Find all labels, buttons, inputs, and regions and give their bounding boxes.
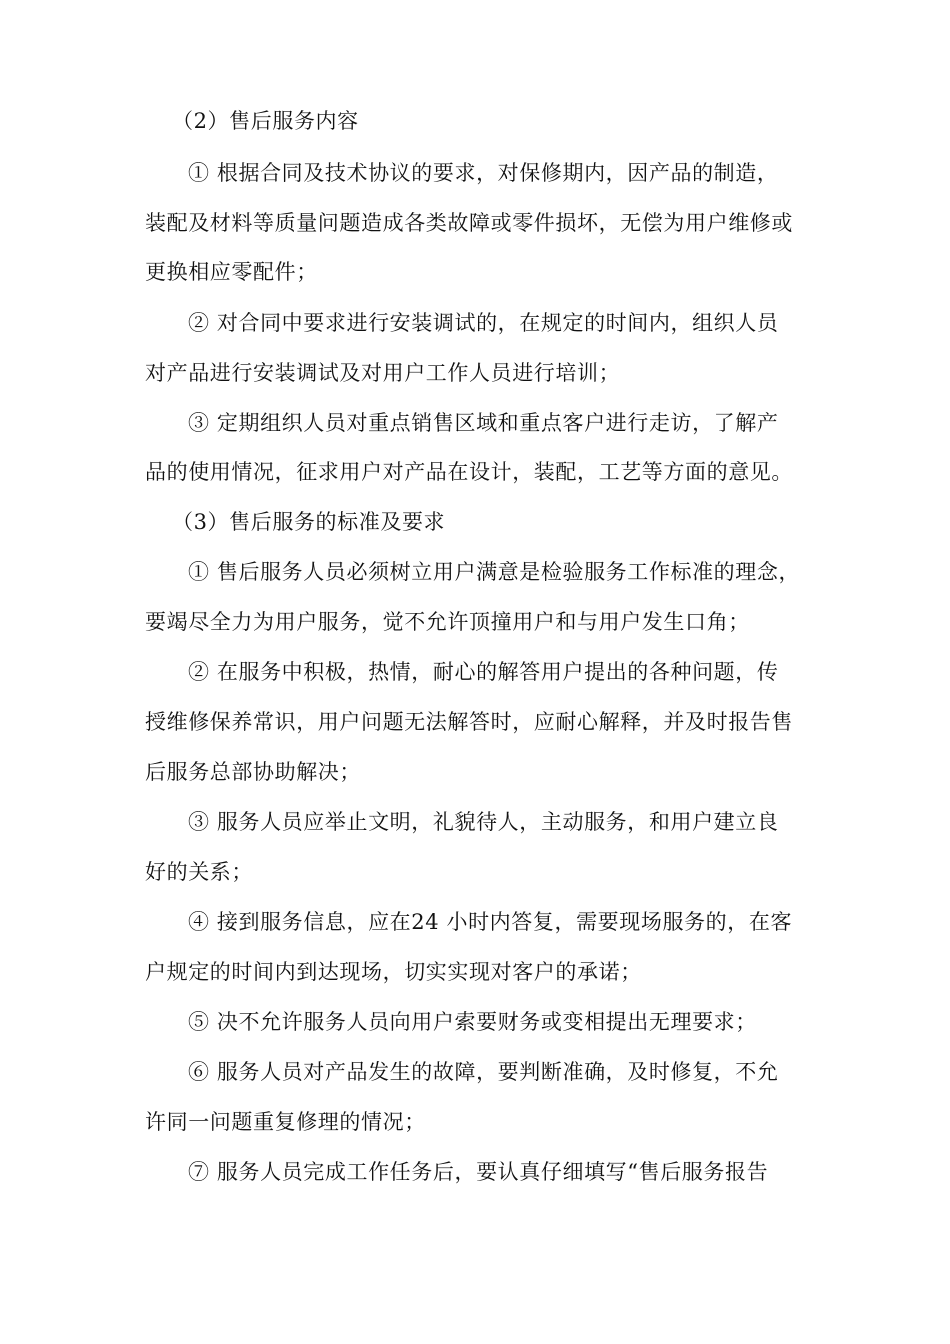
section-heading-3: （3）售后服务的标准及要求	[172, 510, 446, 534]
paragraph-line: 更换相应零配件；	[145, 260, 318, 284]
paragraph-line: ③ 服务人员应举止文明，礼貌待人，主动服务，和用户建立良	[188, 810, 779, 834]
paragraph-line: 装配及材料等质量问题造成各类故障或零件损坏，无偿为用户维修或	[145, 211, 793, 235]
paragraph-line: 对产品进行安装调试及对用户工作人员进行培训；	[145, 361, 621, 385]
paragraph-line: 后服务总部协助解决；	[145, 760, 361, 784]
paragraph-line: 授维修保养常识，用户问题无法解答时，应耐心解释，并及时报告售	[145, 710, 793, 734]
paragraph-line: 品的使用情况，征求用户对产品在设计，装配，工艺等方面的意见。	[145, 460, 793, 484]
paragraph-line: ⑤ 决不允许服务人员向用户索要财务或变相提出无理要求；	[188, 1010, 757, 1034]
paragraph-line: ① 售后服务人员必须树立用户满意是检验服务工作标准的理念，	[188, 560, 801, 584]
paragraph-line: ⑦ 服务人员完成工作任务后，要认真仔细填写“售后服务报告	[188, 1160, 769, 1184]
paragraph-line: ⑥ 服务人员对产品发生的故障，要判断准确，及时修复，不允	[188, 1060, 779, 1084]
paragraph-line: 要竭尽全力为用户服务，觉不允许顶撞用户和与用户发生口角；	[145, 610, 750, 634]
section-heading-2: （2）售后服务内容	[172, 109, 359, 133]
paragraph-line: ② 对合同中要求进行安装调试的，在规定的时间内，组织人员	[188, 311, 779, 335]
paragraph-line: ③ 定期组织人员对重点销售区域和重点客户进行走访，了解产	[188, 411, 779, 435]
paragraph-line: 户规定的时间内到达现场，切实实现对客户的承诺；	[145, 960, 642, 984]
paragraph-line: ② 在服务中积极，热情，耐心的解答用户提出的各种问题，传	[188, 660, 779, 684]
paragraph-line: 许同一问题重复修理的情况；	[145, 1110, 426, 1134]
paragraph-line: 好的关系；	[145, 860, 253, 884]
paragraph-line: ④ 接到服务信息，应在24 小时内答复，需要现场服务的，在客	[188, 910, 793, 934]
paragraph-line: ① 根据合同及技术协议的要求，对保修期内，因产品的制造，	[188, 161, 779, 185]
